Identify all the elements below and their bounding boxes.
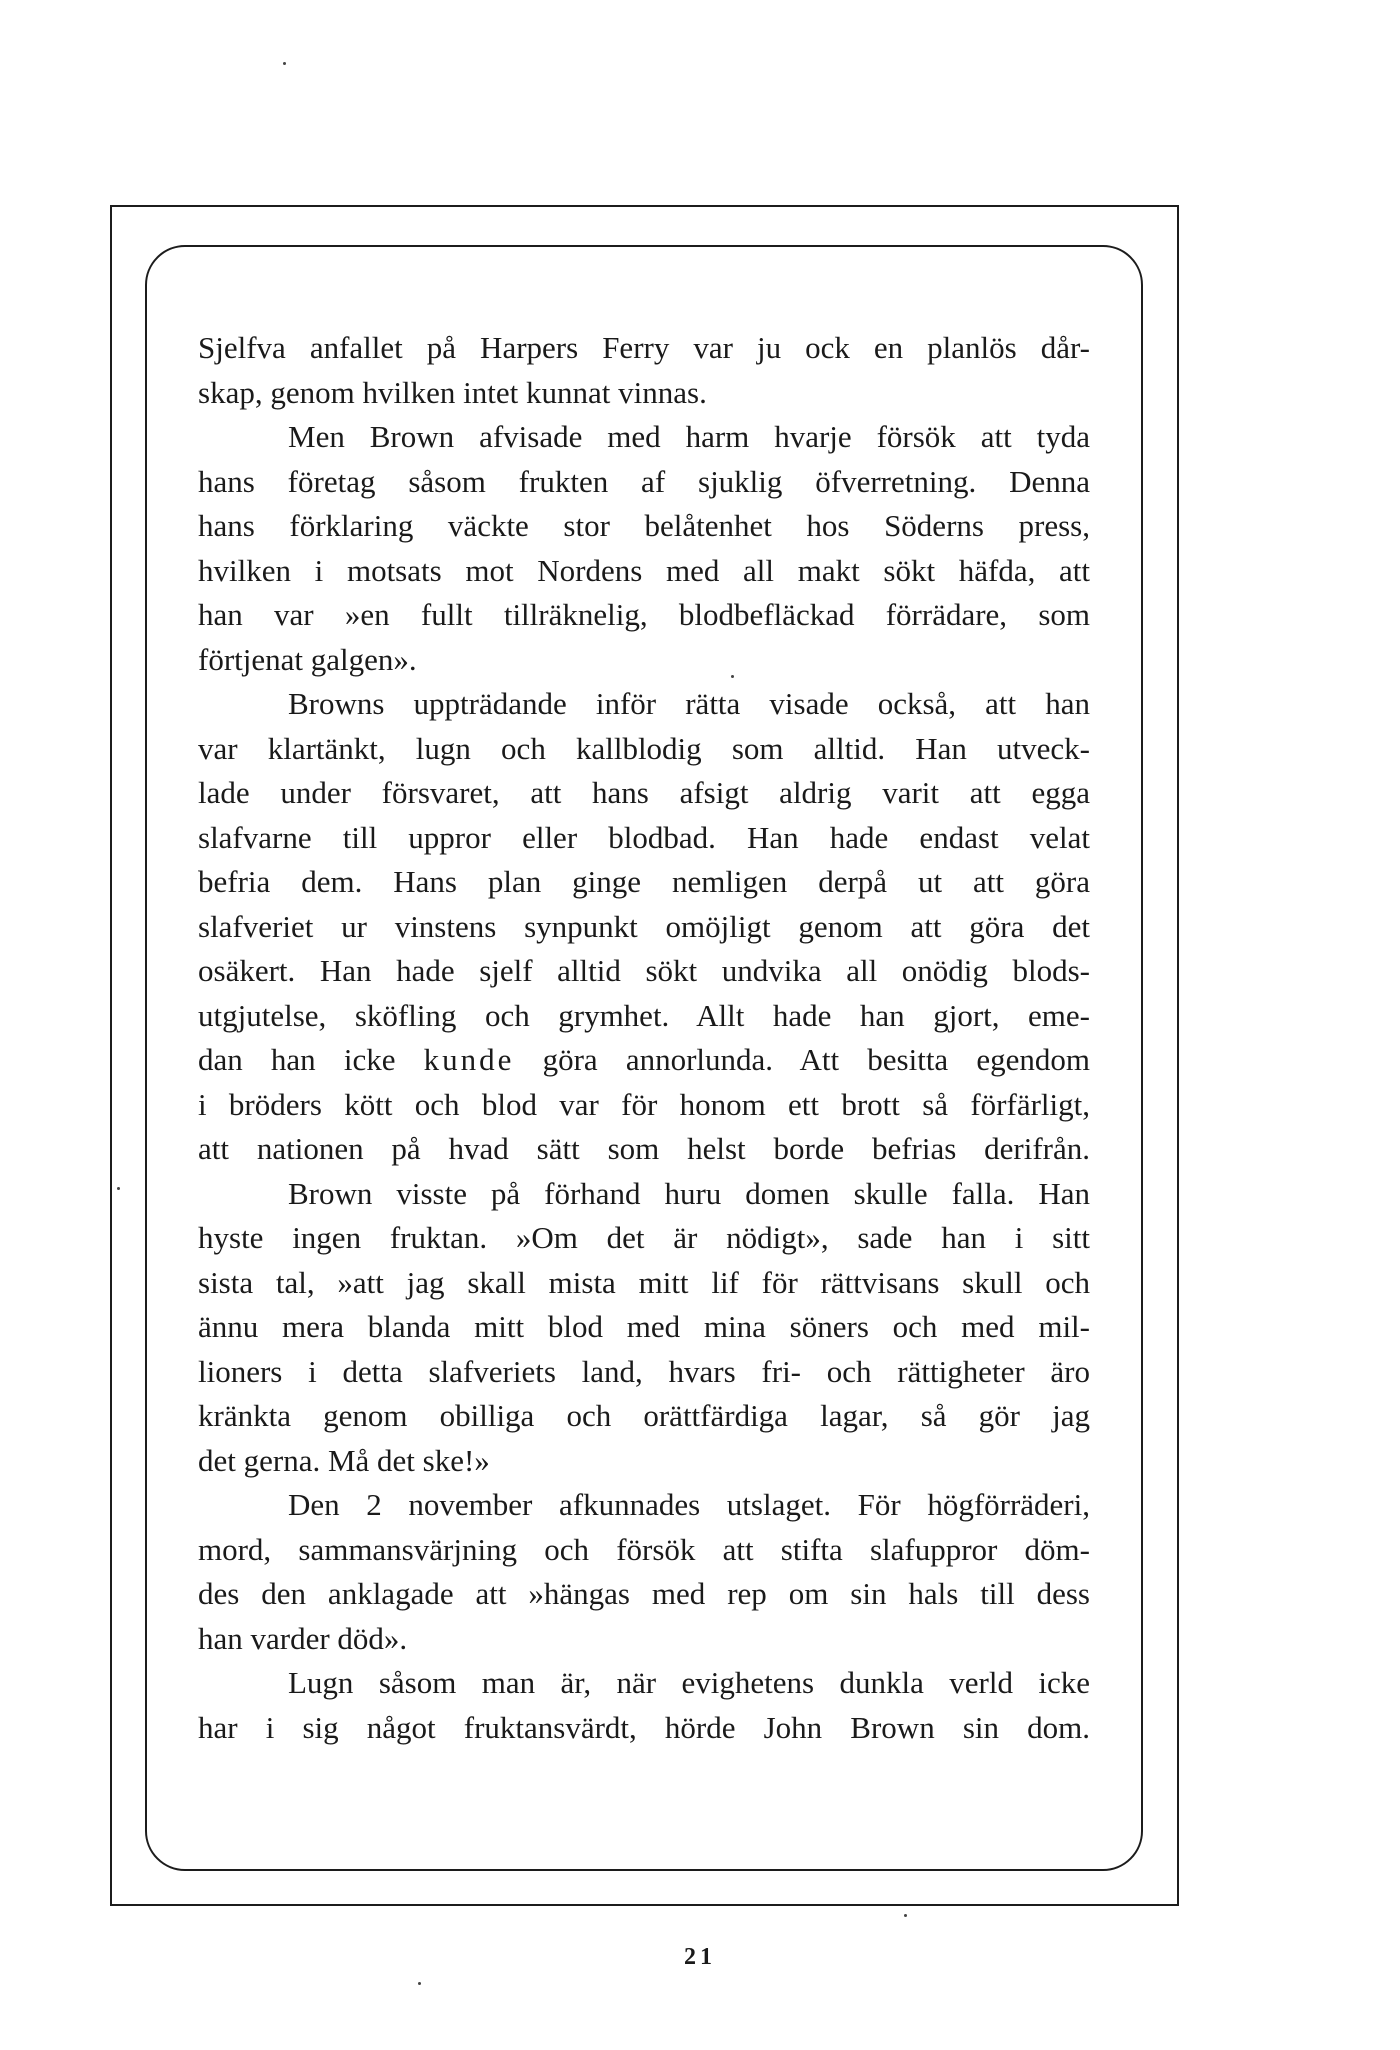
body-text — [198, 326, 1090, 1750]
spaced-emphasis-word: kunde — [423, 1042, 515, 1077]
text-line: slafvarne till uppror eller blodbad. Han hade endast velat — [198, 819, 1090, 855]
text-line: lade under försvaret, att hans afsigt aldrig varit att egga — [198, 775, 1090, 810]
text-line: befria dem. Hans plan ginge nemligen derpå ut att göra — [198, 864, 1090, 899]
text-line: hvilken i motsats mot Nordens med all makt sökt häfda, att — [198, 552, 1090, 588]
text-line: slafveriet ur vinstens synpunkt omöjligt genom att göra det — [198, 908, 1090, 944]
text-line: kränkta genom obilliga och orättfärdiga lagar, så gör jag — [198, 1398, 1090, 1433]
text-line: skap, genom hvilken intet kunnat vinnas. — [198, 374, 707, 410]
print-speck — [283, 62, 286, 65]
print-speck — [904, 1914, 907, 1917]
text-line: osäkert. Han hade sjelf alltid sökt undvika all onödig blods- — [198, 953, 1090, 988]
text-line-with-emphasis — [198, 1038, 1090, 1083]
text-line: Browns uppträdande inför rätta visade också, att han — [288, 686, 1090, 721]
text-line: var klartänkt, lugn och kallblodig som alltid. Han utveck- — [198, 730, 1090, 766]
text-line: att nationen på hvad sätt som helst borde befrias derifrån. — [198, 1131, 1090, 1166]
text-segment: göra annorlunda. Att besitta egendom — [514, 1042, 1090, 1077]
text-line: lioners i detta slafveriets land, hvars fri- och rättigheter äro — [198, 1353, 1090, 1389]
text-segment: dan han icke — [198, 1042, 424, 1077]
text-line: Lugn såsom man är, när evighetens dunkla verld icke — [288, 1665, 1090, 1700]
text-line: Sjelfva anfallet på Harpers Ferry var ju ock en planlös dår- — [198, 330, 1090, 365]
text-line: hans företag såsom frukten af sjuklig öfverretning. Denna — [198, 463, 1090, 499]
text-line: utgjutelse, sköfling och grymhet. Allt hade han gjort, eme- — [198, 997, 1090, 1033]
text-line: han var »en fullt tillräknelig, blodbefläckad förrädare, som — [198, 597, 1090, 632]
text-line: Den 2 november afkunnades utslaget. För högförräderi, — [288, 1487, 1090, 1522]
text-line: det gerna. Må det ske!» — [198, 1442, 490, 1478]
text-line: Men Brown afvisade med harm hvarje försök att tyda — [288, 419, 1090, 454]
text-line: har i sig något fruktansvärdt, hörde John Brown sin dom. — [198, 1709, 1090, 1745]
text-line: ännu mera blanda mitt blod med mina söners och med mil- — [198, 1309, 1090, 1344]
text-line: han varder död». — [198, 1620, 408, 1656]
text-line: sista tal, »att jag skall mista mitt lif för rättvisans skull och — [198, 1264, 1090, 1300]
text-line: des den anklagade att »hängas med rep om sin hals till dess — [198, 1576, 1090, 1611]
text-line: hyste ingen fruktan. »Om det är nödigt», sade han i sitt — [198, 1220, 1090, 1255]
text-line: hans förklaring väckte stor belåtenhet hos Söderns press, — [198, 508, 1090, 543]
text-line: Brown visste på förhand huru domen skulle falla. Han — [288, 1175, 1090, 1211]
print-speck — [418, 1982, 421, 1985]
text-line: förtjenat galgen». — [198, 641, 417, 677]
page-number: 21 — [684, 1944, 716, 1970]
text-line: i bröders kött och blod var för honom ett brott så förfärligt, — [198, 1086, 1090, 1122]
text-line: mord, sammansvärjning och försök att stifta slafuppror döm- — [198, 1531, 1090, 1567]
